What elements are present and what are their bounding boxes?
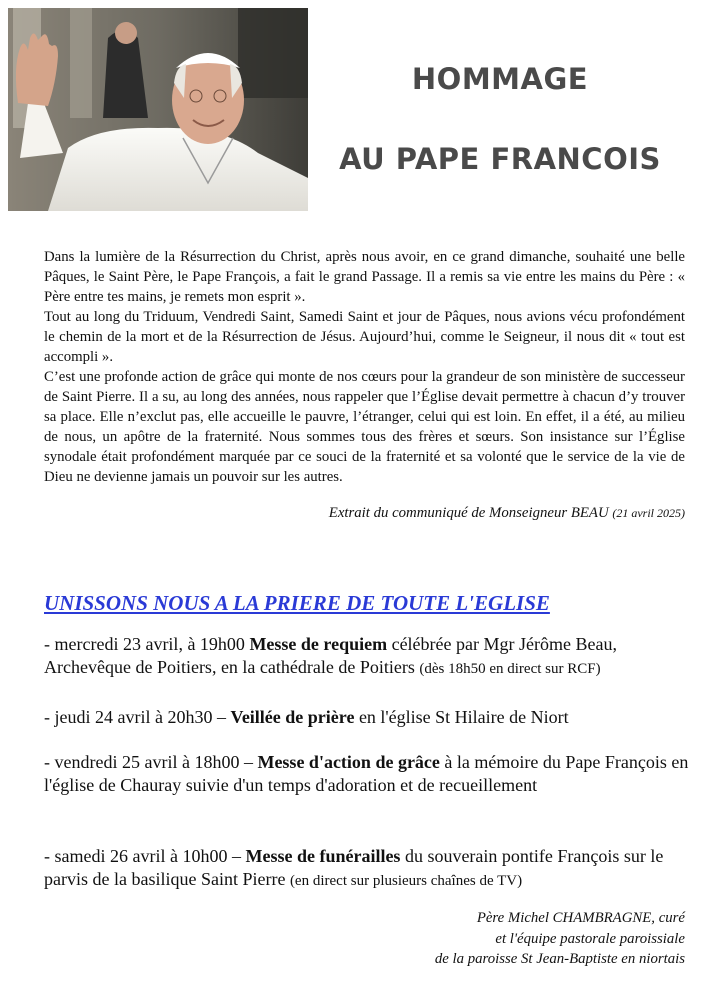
event-title: Veillée de prière (230, 707, 355, 727)
event-when: - jeudi 24 avril à 20h30 – (44, 707, 231, 727)
event-when: - mercredi 23 avril, à 19h00 (44, 634, 250, 654)
message-source (44, 503, 685, 523)
event-when: - vendredi 25 avril à 18h00 – (44, 752, 258, 772)
event-title: Messe de funérailles (245, 846, 401, 866)
event-when: - samedi 26 avril à 10h00 – (44, 846, 246, 866)
event-note: (en direct sur plusieurs chaînes de TV) (289, 873, 523, 889)
event-details: du souverain pontife François sur le parvis de la basilique Saint Pierre (44, 846, 664, 889)
event-note: (dès 18h50 en direct sur RCF) (419, 661, 601, 677)
event-item (44, 751, 694, 797)
event-title: Messe d'action de grâce (257, 752, 440, 772)
source-date: (21 avril 2025) (612, 506, 685, 520)
event-item (44, 633, 694, 681)
event-details: en l'église St Hilaire de Niort (354, 707, 569, 727)
closing-line-3: de la paroisse St Jean-Baptiste en niortais (434, 951, 685, 967)
source-text: Extrait du communiqué de Monseigneur BEAU (328, 505, 609, 521)
title-line-1: HOMMAGE (411, 62, 589, 96)
message-paragraph-1: Dans la lumière de la Résurrection du Christ, après nous avoir, en ce grand dimanche, souhaité une belle Pâques, le Saint Père, le Pape François, a fait le grand Passage. Il a remis sa vie entre les mains du Père : « Père entre tes mains, je remets mon esprit ». (44, 249, 685, 305)
event-item (44, 845, 694, 893)
message-paragraph-3: C’est une profonde action de grâce qui monte de nos cœurs pour la grandeur de son ministère de successeur de Saint Pierre. Il a su, au long des années, nous rappeler que l’Église devait permettre à chacun d’y trouver sa place. Elle n’exclut pas, elle accueille le pauvre, l’étranger, celui qui est loin. En effet, il a été, au milieu de nous, un apôtre de la fraternité. Nous sommes tous des frères et sœurs. Son insistance sur l’Église synodale était profondément marquée par ce souci de la fraternité et sa volonté que le service de la vie de Dieu ne devienne jamais un pouvoir sur les autres. (44, 369, 685, 485)
event-details: célébrée par Mgr Jérôme Beau, Archevêque de Poitiers, en la cathédrale de Poitiers (44, 634, 617, 677)
prayer-heading: UNISSONS NOUS A LA PRIERE DE TOUTE L'EGLISE (44, 591, 550, 615)
event-title: Messe de requiem (249, 634, 388, 654)
title-line-2: AU PAPE FRANCOIS (339, 142, 661, 176)
tribute-message (44, 247, 685, 487)
closing-line-1: Père Michel CHAMBRAGNE, curé (476, 910, 685, 926)
event-item (44, 706, 694, 729)
message-paragraph-2: Tout au long du Triduum, Vendredi Saint, Samedi Saint et jour de Pâques, nous avions vécu profondément le chemin de la mort et de la Résurrection de Jésus. Aujourd’hui, comme le Seigneur, il nous dit « tout est accompli ». (44, 309, 685, 365)
closing-signature (300, 908, 685, 970)
pope-photo (8, 8, 308, 211)
closing-line-2: et l'équipe pastorale paroissiale (495, 930, 685, 947)
pope-photo-illustration (8, 8, 308, 211)
event-details: à la mémoire du Pape François en l'église de Chauray suivie d'un temps d'adoration et de recueillement (44, 752, 689, 795)
